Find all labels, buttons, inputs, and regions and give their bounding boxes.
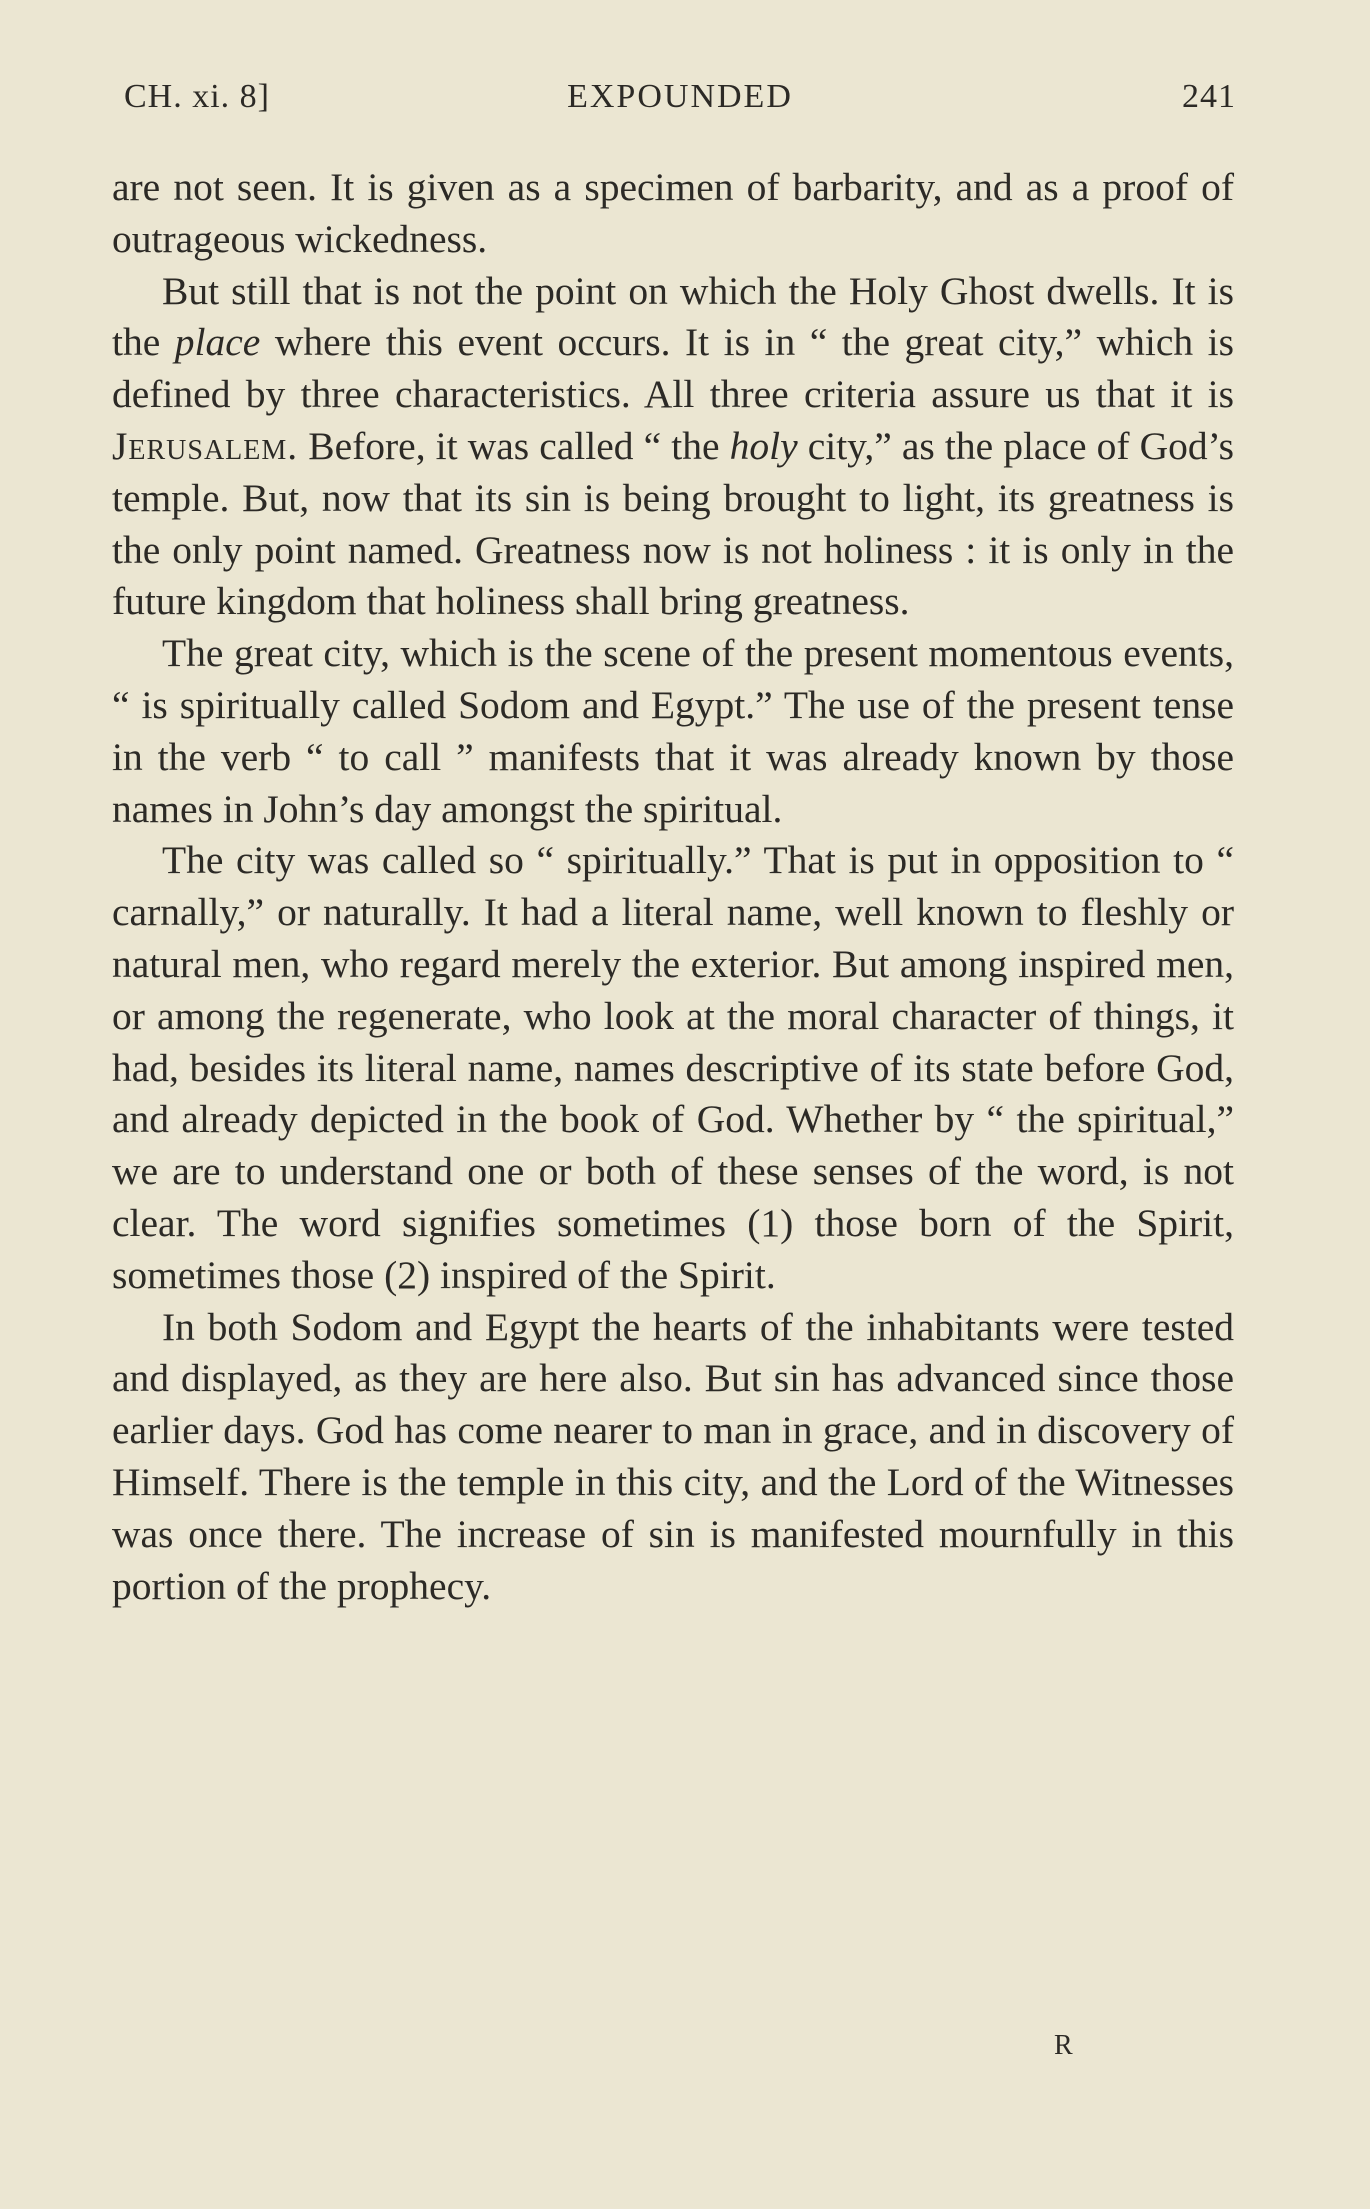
small-caps-jerusalem: Jerusalem.	[112, 423, 299, 468]
running-title: EXPOUNDED	[567, 78, 793, 115]
emphasis-holy: holy	[729, 423, 798, 468]
body-text	[112, 162, 1234, 1612]
signature-mark: R	[1054, 2030, 1074, 2061]
paragraph-2-text-4: city,” as the place of God’s temple. But, now that its sin is being brought to light, its greatness is the only point named. Greatness now is not holiness : it is only in the future kingdom that holiness shall bring greatness.	[112, 423, 1234, 624]
paragraph-1: are not seen. It is given as a specimen of barbarity, and as a proof of outrageous wickedness.	[112, 165, 1234, 261]
chapter-reference: CH. xi. 8]	[124, 78, 270, 115]
paragraph-5: In both Sodom and Egypt the hearts of the inhabitants were tested and displayed, as they are here also. But sin has advanced since those earlier days. God has come nearer to man in grace, and in discovery of Himself. There is the temple in this city, and the Lord of the Witnesses was once there. The increase of sin is manifested mournfully in this portion of the prophecy.	[112, 1304, 1234, 1608]
running-header	[124, 78, 1236, 128]
paragraph-2-text-3: Before, it was called “ the	[298, 423, 730, 468]
paragraph-4: The city was called so “ spiritually.” That is put in opposition to “ carnally,” or naturally. It had a literal name, well known to fleshly or natural men, who regard merely the exterior. But among inspired men, or among the regenerate, who look at the moral character of things, it had, besides its literal name, names descriptive of its state before God, and already depicted in the book of God. Whether by “ the spiritual,” we are to understand one or both of these senses of the word, is not clear. The word signifies sometimes (1) those born of the Spirit, sometimes those (2) inspired of the Spirit.	[112, 838, 1234, 1297]
emphasis-place: place	[174, 320, 261, 365]
paragraph-3: The great city, which is the scene of the present momentous events, “ is spiritually called Sodom and Egypt.” The use of the present tense in the verb “ to call ” manifests that it was already known by those names in John’s day amongst the spiritual.	[112, 631, 1234, 831]
paragraph-2	[112, 266, 1234, 629]
paragraph-2-text-2: where this event occurs. It is in “ the great city,” which is defined by three characteristics. All three criteria assure us that it is	[112, 320, 1234, 417]
page-number: 241	[1182, 78, 1236, 115]
paragraph-2-text-1: But still that is not the point on which the Holy Ghost dwells. It is the	[112, 268, 1234, 365]
